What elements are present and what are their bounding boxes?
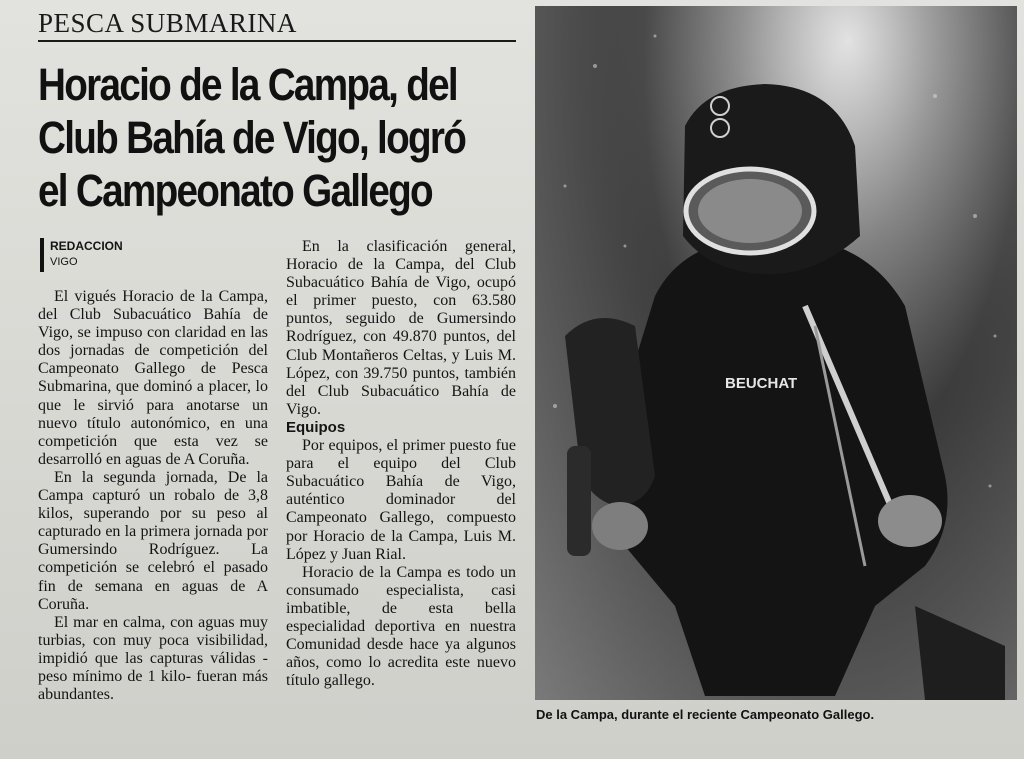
photo-caption: De la Campa, durante el reciente Campeonato Gallego. — [536, 707, 875, 722]
subhead: Equipos — [286, 418, 346, 436]
headline-line-3: el Campeonato Gallego — [38, 165, 432, 216]
article-column-1 — [38, 288, 268, 704]
section-header — [38, 4, 516, 42]
section-title: PESCA SUBMARINA — [38, 8, 297, 38]
byline-author: REDACCION — [50, 239, 123, 253]
paragraph: En la clasificación general, Horacio de la Campa, del Club Subacuático Bahía de Vigo, ocupó el primer puesto, con 63.580 puntos, seguido de Gumersindo Rodríguez, con 49.870 puntos, del Club Montañeros Celtas, y Luis M. López, con 39.750 puntos, también del Club Subacuático Bahía de Vigo. — [286, 238, 516, 418]
paragraph: Horacio de la Campa es todo un consumado especialista, casi imbatible, de esta bella especialidad deportiva en nuestra Comunidad desde hace ya algunos años, como lo acredita este nuevo título gallego. — [286, 563, 516, 690]
headline-line-2: Club Bahía de Vigo, logró — [38, 112, 466, 163]
diver-illustration-icon — [535, 6, 1017, 700]
byline — [40, 238, 290, 272]
headline-line-1: Horacio de la Campa, del — [38, 59, 457, 110]
byline-place: VIGO — [50, 256, 78, 268]
paragraph: En la segunda jornada, De la Campa capturó un robalo de 3,8 kilos, superando por su peso al capturado en la primera jornada por Gumersindo Rodríguez. La competición se celebró el pasado fin de semana en aguas de A Coruña. — [38, 468, 268, 613]
article-column-2 — [286, 238, 516, 690]
headline — [38, 58, 520, 217]
paragraph: El vigués Horacio de la Campa, del Club Subacuático Bahía de Vigo, se impuso con claridad en las dos jornadas de competición del Campeonato Gallego de Pesca Submarina, que dominó a placer, lo que le sirvió para anotarse un nuevo título autonómico, en una competición que esta vez se desarrolló en aguas de A Coruña. — [38, 288, 268, 468]
wetsuit-brand: BEUCHAT — [725, 375, 798, 392]
diver-photo — [535, 6, 1017, 700]
paragraph: El mar en calma, con aguas muy turbias, con muy poca visibilidad, impidió que las capturas válidas -peso mínimo de 1 kilo- fueran más abundantes. — [38, 613, 268, 704]
paragraph: Por equipos, el primer puesto fue para el equipo del Club Subacuático Bahía de Vigo, auténtico dominador del Campeonato Gallego, compuesto por Horacio de la Campa, Luis M. López y Juan Rial. — [286, 437, 516, 563]
